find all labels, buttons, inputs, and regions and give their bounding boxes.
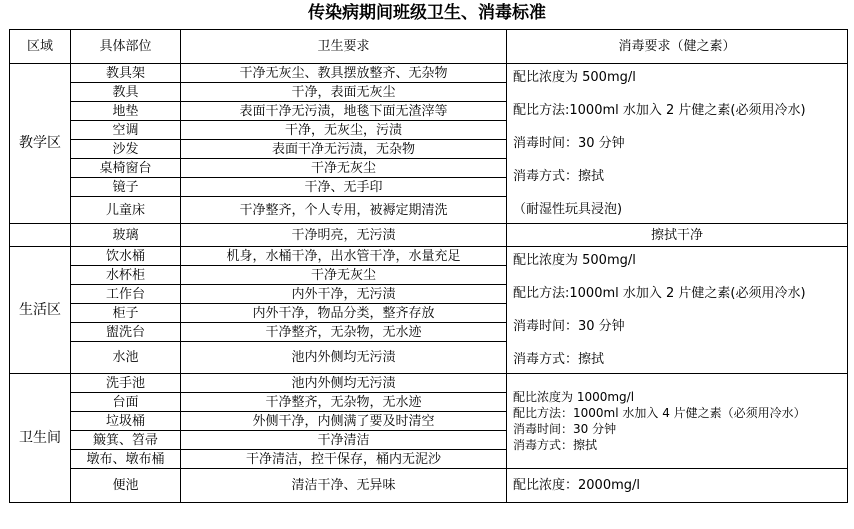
disinfect-line: 消毒时间：30 分钟 (513, 319, 625, 334)
part-cell: 水池 (71, 342, 181, 374)
part-cell: 教具架 (71, 64, 181, 83)
part-cell: 教具 (71, 83, 181, 102)
part-cell: 镜子 (71, 178, 181, 197)
requirement-cell: 池内外侧均无污渍 (181, 374, 507, 393)
disinfect-glass: 擦拭干净 (507, 224, 848, 247)
requirement-cell: 内外干净，物品分类，整齐存放 (181, 304, 507, 323)
disinfect-line: 配比方法:1000ml 水加入 2 片健之素(必须用冷水) (513, 103, 806, 118)
header-area: 区域 (10, 30, 71, 64)
part-cell: 儿童床 (71, 197, 181, 224)
disinfect-toilet (507, 374, 848, 469)
disinfect-line: 配比方法：1000ml 水加入 4 片健之素（必须用冷水） (513, 406, 806, 420)
part-cell: 饮水桶 (71, 247, 181, 266)
hygiene-standards-table (9, 29, 848, 503)
requirement-cell: 表面干净无污渍，无杂物 (181, 140, 507, 159)
disinfect-line: 消毒方式：擦拭 (513, 169, 605, 184)
area-empty-cell (10, 224, 71, 247)
table-header-row (10, 30, 848, 64)
table-row (10, 469, 848, 503)
part-cell: 盥洗台 (71, 323, 181, 342)
disinfect-toilet-bowl: 配比浓度：2000mg/l (507, 469, 848, 503)
header-hygiene: 卫生要求 (181, 30, 507, 64)
part-cell: 簸箕、笤帚 (71, 431, 181, 450)
disinfect-line: （耐湿性玩具浸泡) (513, 202, 623, 217)
disinfect-line: 消毒方式：擦拭 (513, 352, 605, 367)
part-cell: 便池 (71, 469, 181, 503)
disinfect-line: 配比方法:1000ml 水加入 2 片健之素(必须用冷水) (513, 286, 806, 301)
table-row (10, 224, 848, 247)
page-title: 传染病期间班级卫生、消毒标准 (308, 3, 546, 23)
area-living: 生活区 (10, 247, 71, 374)
requirement-cell: 外侧干净，内侧满了要及时清空 (181, 412, 507, 431)
area-toilet: 卫生间 (10, 374, 71, 503)
part-cell: 桌椅窗台 (71, 159, 181, 178)
part-cell: 工作台 (71, 285, 181, 304)
disinfect-line: 配比浓度为 500mg/l (513, 253, 636, 268)
requirement-cell: 干净整齐，无杂物，无水迹 (181, 393, 507, 412)
disinfect-line: 配比浓度为 500mg/l (513, 70, 636, 85)
disinfect-line: 配比浓度为 1000mg/l (513, 390, 635, 404)
requirement-cell: 干净整齐，无杂物，无水迹 (181, 323, 507, 342)
requirement-cell: 干净，表面无灰尘 (181, 83, 507, 102)
requirement-cell: 干净无灰尘 (181, 266, 507, 285)
requirement-cell: 干净无灰尘 (181, 159, 507, 178)
part-cell: 沙发 (71, 140, 181, 159)
requirement-cell: 表面干净无污渍，地毯下面无渣滓等 (181, 102, 507, 121)
header-part: 具体部位 (71, 30, 181, 64)
requirement-cell: 内外干净，无污渍 (181, 285, 507, 304)
disinfect-line: 消毒方式：擦拭 (513, 438, 598, 452)
disinfect-living (507, 247, 848, 374)
area-teaching: 教学区 (10, 64, 71, 224)
part-cell: 玻璃 (71, 224, 181, 247)
disinfect-teaching (507, 64, 848, 224)
requirement-cell: 干净清洁 (181, 431, 507, 450)
part-cell: 柜子 (71, 304, 181, 323)
requirement-cell: 干净、无手印 (181, 178, 507, 197)
requirement-cell: 机身，水桶干净，出水管干净，水量充足 (181, 247, 507, 266)
disinfect-line: 消毒时间：30 分钟 (513, 136, 625, 151)
requirement-cell: 干净清洁，控干保存，桶内无泥沙 (181, 450, 507, 469)
part-cell: 墩布、墩布桶 (71, 450, 181, 469)
requirement-cell: 干净，无灰尘，污渍 (181, 121, 507, 140)
table-row (10, 64, 848, 83)
part-cell: 空调 (71, 121, 181, 140)
disinfect-line: 消毒时间：30 分钟 (513, 422, 617, 436)
part-cell: 地垫 (71, 102, 181, 121)
table-row (10, 374, 848, 393)
part-cell: 台面 (71, 393, 181, 412)
header-disinfect: 消毒要求（健之素） (507, 30, 848, 64)
requirement-cell: 干净整齐，个人专用，被褥定期清洗 (181, 197, 507, 224)
part-cell: 水杯柜 (71, 266, 181, 285)
requirement-cell: 清洁干净、无异味 (181, 469, 507, 503)
table-row (10, 247, 848, 266)
requirement-cell: 干净无灰尘、教具摆放整齐、无杂物 (181, 64, 507, 83)
requirement-cell: 池内外侧均无污渍 (181, 342, 507, 374)
requirement-cell: 干净明亮，无污渍 (181, 224, 507, 247)
part-cell: 垃圾桶 (71, 412, 181, 431)
part-cell: 洗手池 (71, 374, 181, 393)
